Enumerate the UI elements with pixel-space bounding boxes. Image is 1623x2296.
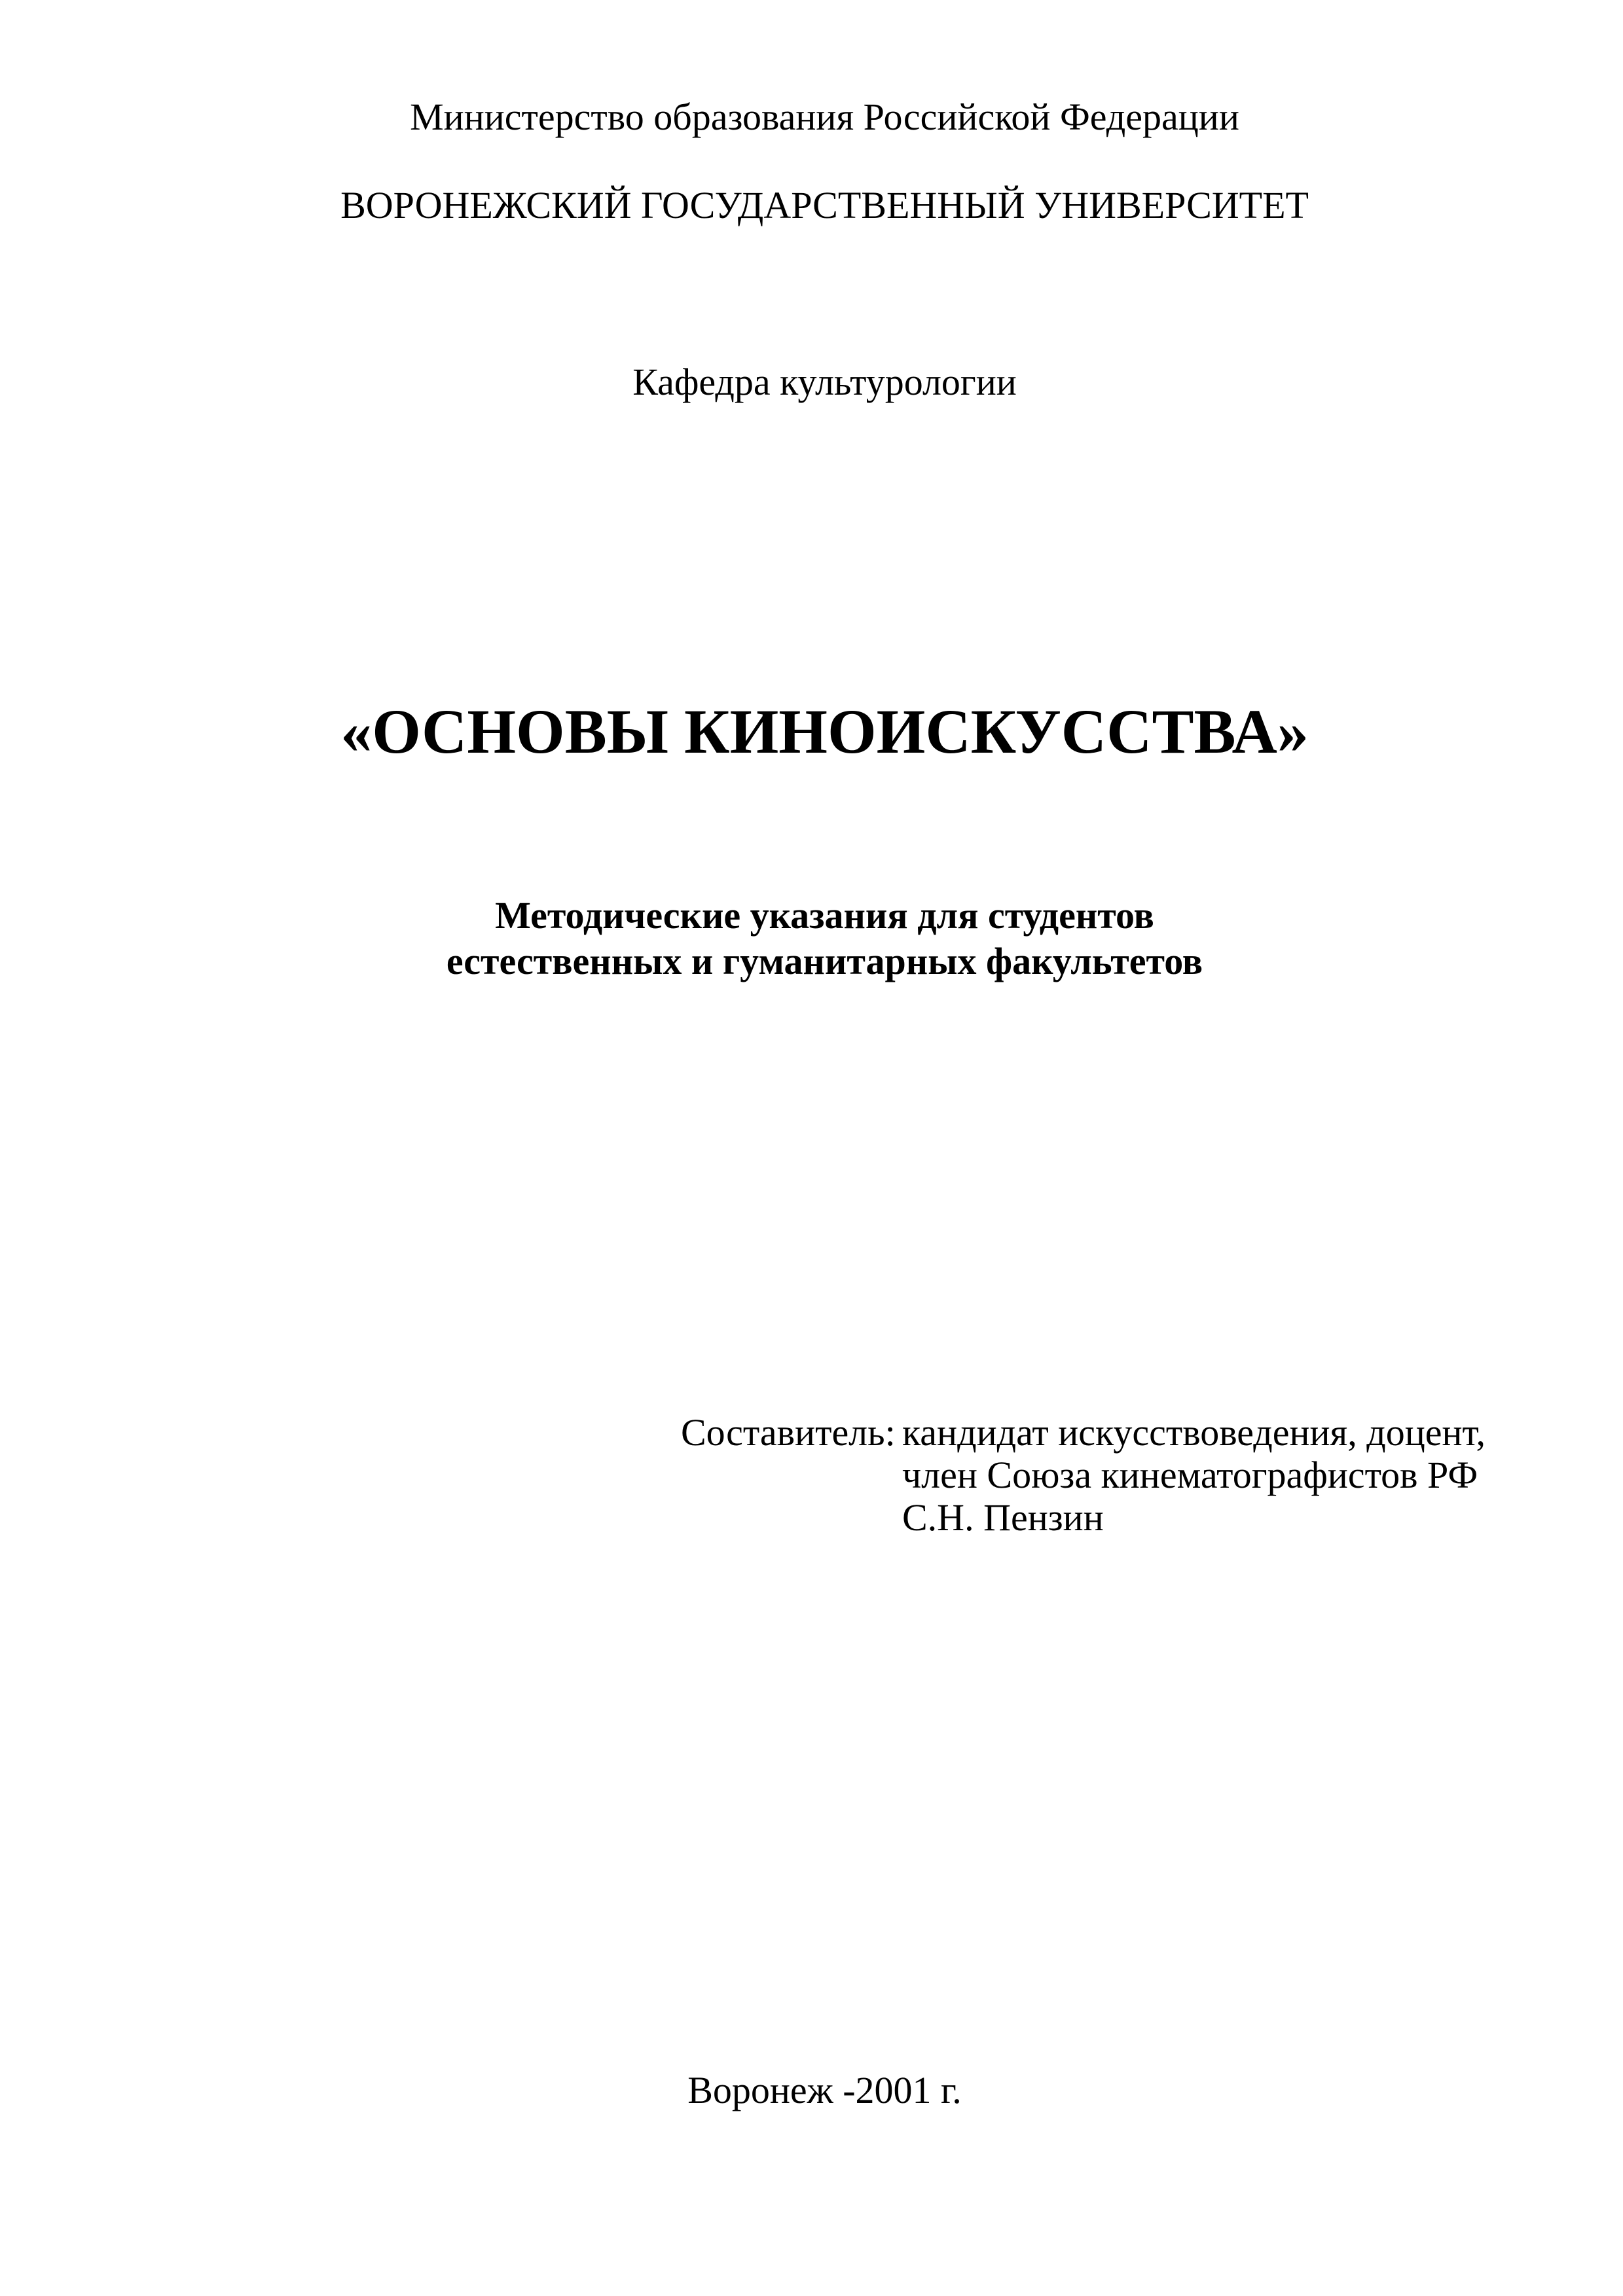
university-name: ВОРОНЕЖСКИЙ ГОСУДАРСТВЕННЫЙ УНИВЕРСИТЕТ — [340, 184, 1309, 226]
subtitle-line-1: Методические указания для студентов — [495, 894, 1154, 937]
subtitle-line-2: естественных и гуманитарных факультетов — [446, 940, 1203, 982]
document-title: «ОСНОВЫ КИНОИСКУССТВА» — [340, 696, 1309, 766]
compiler-membership: член Союза кинематографистов РФ — [902, 1454, 1478, 1496]
compiler-credential: кандидат искусствоведения, доцент, — [902, 1411, 1486, 1454]
department-name: Кафедра культурологии — [632, 361, 1017, 403]
compiler-label: Составитель: — [681, 1411, 896, 1454]
ministry-name: Министерство образования Российской Федерации — [410, 96, 1239, 138]
compiler-name: С.Н. Пензин — [902, 1496, 1104, 1539]
city-year: Воронеж -2001 г. — [687, 2069, 962, 2111]
